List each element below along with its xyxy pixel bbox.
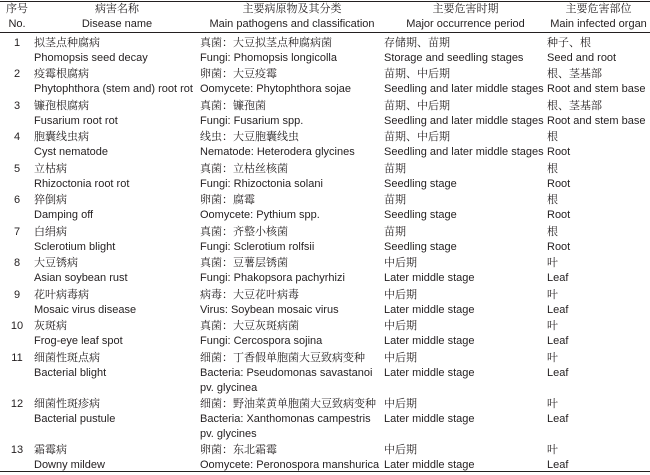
header-organ-zh: 主要危害部位: [565, 3, 632, 15]
disease-name-zh: 猝倒病: [34, 194, 67, 206]
infected-organ-zh: 根、茎基部: [547, 68, 602, 80]
header-period-en: Major occurrence period: [406, 18, 525, 30]
pathogen-cell: [200, 319, 384, 351]
disease-name-en: Rhizoctonia root rot: [34, 177, 130, 190]
occurrence-period-zh: 中后期: [384, 288, 417, 301]
row-number: [0, 319, 34, 351]
row-number-text: 3: [13, 99, 21, 112]
row-number-text: 2: [13, 68, 21, 80]
occurrence-period-en: Seedling and later middle stages: [384, 146, 544, 158]
infected-organ-en: Root: [547, 146, 571, 158]
occurrence-period-en: Seedling stage: [384, 240, 457, 253]
pathogen-zh: 卵菌：东北霜霉: [200, 443, 277, 456]
pathogen-zh: 真菌：立枯丝核菌: [200, 162, 288, 175]
infected-organ-en: Leaf: [547, 272, 569, 284]
pathogen-en: Fungi: Phomopsis longicolla: [200, 52, 337, 64]
infected-organ-zh: 叶: [547, 443, 558, 456]
occurrence-period-zh: 苗期: [384, 162, 406, 175]
pathogen-cell: [200, 32, 384, 67]
pathogen-en: Oomycete: Peronospora manshurica: [200, 458, 380, 471]
row-number: [0, 351, 34, 397]
infected-organ-cell: [547, 32, 650, 67]
pathogen-en: Fungi: Fusarium spp.: [200, 114, 304, 127]
pathogen-zh: 真菌：镰孢菌: [200, 99, 266, 112]
disease-name-zh: 霜霉病: [34, 443, 67, 456]
infected-organ-zh: 叶: [547, 351, 558, 364]
disease-name-cell: [34, 67, 200, 99]
disease-name-en: Fusarium root rot: [34, 114, 118, 127]
occurrence-period-cell: [384, 256, 547, 288]
infected-organ-en: Root and stem base: [547, 114, 646, 127]
pathogen-cell: [200, 99, 384, 131]
disease-name-cell: [34, 288, 200, 320]
disease-name-cell: [34, 32, 200, 67]
occurrence-period-cell: [384, 130, 547, 162]
table-row: [0, 288, 650, 320]
row-number-text: 8: [13, 257, 21, 269]
infected-organ-zh: 叶: [547, 288, 558, 301]
occurrence-period-zh: 中后期: [384, 351, 417, 364]
disease-name-cell: [34, 443, 200, 475]
row-number: [0, 32, 34, 67]
pathogen-zh: 真菌：豆薯层锈菌: [200, 257, 288, 269]
disease-name-en: Frog-eye leaf spot: [34, 335, 123, 347]
occurrence-period-zh: 中后期: [384, 443, 417, 456]
row-number-text: 9: [13, 288, 21, 301]
row-number: [0, 397, 34, 443]
infected-organ-cell: [547, 443, 650, 475]
disease-name-cell: [34, 256, 200, 288]
occurrence-period-en: Later middle stage: [384, 412, 475, 425]
pathogen-cell: [200, 256, 384, 288]
disease-name-en: Cyst nematode: [34, 146, 108, 158]
occurrence-period-cell: [384, 162, 547, 194]
header-period-zh: 主要危害时期: [432, 3, 499, 15]
pathogen-cell: [200, 193, 384, 225]
row-number-text: 5: [13, 162, 21, 175]
occurrence-period-zh: 苗期、中后期: [384, 131, 450, 143]
row-number: [0, 288, 34, 320]
table-row: [0, 351, 650, 397]
row-number: [0, 225, 34, 257]
table-row: [0, 67, 650, 99]
disease-name-cell: [34, 99, 200, 131]
disease-name-zh: 镰孢根腐病: [34, 99, 89, 112]
pathogen-cell: [200, 67, 384, 99]
pathogen-zh: 真菌：齐整小核菌: [200, 225, 288, 238]
pathogen-en: Fungi: Cercospora sojina: [200, 335, 323, 347]
infected-organ-zh: 种子、根: [547, 37, 591, 49]
disease-name-en: Sclerotium blight: [34, 240, 116, 253]
disease-name-zh: 胞囊线虫病: [34, 131, 89, 143]
occurrence-period-cell: [384, 99, 547, 131]
occurrence-period-zh: 苗期、中后期: [384, 99, 450, 112]
occurrence-period-zh: 苗期: [384, 194, 406, 206]
occurrence-period-en: Later middle stage: [384, 303, 475, 316]
infected-organ-cell: [547, 130, 650, 162]
infected-organ-zh: 叶: [547, 257, 558, 269]
row-number: [0, 99, 34, 131]
disease-name-cell: [34, 319, 200, 351]
disease-name-zh: 细菌性斑点病: [34, 351, 100, 364]
occurrence-period-cell: [384, 319, 547, 351]
row-number: [0, 130, 34, 162]
infected-organ-en: Root: [547, 177, 571, 190]
row-number-text: 13: [10, 443, 24, 456]
disease-name-cell: [34, 130, 200, 162]
occurrence-period-en: Storage and seedling stages: [384, 52, 524, 64]
infected-organ-zh: 根: [547, 131, 558, 143]
occurrence-period-en: Seedling and later middle stages: [384, 114, 544, 127]
table-row: [0, 32, 650, 67]
table-row: [0, 162, 650, 194]
infected-organ-en: Root: [547, 209, 571, 221]
soybean-disease-table: [0, 2, 650, 475]
table-row: [0, 99, 650, 131]
pathogen-cell: [200, 162, 384, 194]
pathogen-en: pv. glycinea: [200, 381, 258, 394]
occurrence-period-en: Seedling and later middle stages: [384, 83, 544, 95]
occurrence-period-zh: 中后期: [384, 397, 417, 410]
pathogen-cell: [200, 288, 384, 320]
disease-name-cell: [34, 225, 200, 257]
pathogen-zh: 线虫：大豆胞囊线虫: [200, 131, 299, 143]
infected-organ-cell: [547, 193, 650, 225]
disease-name-cell: [34, 193, 200, 225]
disease-name-zh: 灰斑病: [34, 320, 67, 332]
infected-organ-en: Leaf: [547, 458, 569, 471]
infected-organ-en: Root: [547, 240, 571, 253]
table-row: [0, 193, 650, 225]
header-organ-en: Main infected organ: [550, 18, 647, 30]
infected-organ-zh: 叶: [547, 320, 558, 332]
occurrence-period-cell: [384, 32, 547, 67]
pathogen-en: pv. glycines: [200, 427, 257, 440]
table-row: [0, 319, 650, 351]
pathogen-cell: [200, 397, 384, 443]
pathogen-zh: 真菌：大豆拟茎点种腐病菌: [200, 37, 332, 49]
occurrence-period-zh: 中后期: [384, 320, 417, 332]
disease-name-zh: 细菌性斑疹病: [34, 397, 100, 410]
infected-organ-en: Seed and root: [547, 52, 617, 64]
table-header-row: [0, 2, 650, 32]
occurrence-period-cell: [384, 443, 547, 475]
disease-name-en: Bacterial blight: [34, 366, 107, 379]
pathogen-zh: 细菌：野油菜黄单胞菌大豆致病变种: [200, 397, 376, 410]
occurrence-period-en: Later middle stage: [384, 335, 475, 347]
disease-name-en: Damping off: [34, 209, 94, 221]
infected-organ-zh: 根: [547, 162, 558, 175]
table-row: [0, 397, 650, 443]
row-number-text: 12: [10, 397, 24, 410]
pathogen-cell: [200, 130, 384, 162]
pathogen-zh: 卵菌：腐霉: [200, 194, 255, 206]
disease-name-en: Phytophthora (stem and) root rot: [34, 83, 193, 95]
occurrence-period-cell: [384, 351, 547, 397]
row-number: [0, 256, 34, 288]
infected-organ-en: Leaf: [547, 303, 569, 316]
row-number-text: 4: [13, 131, 21, 143]
pathogen-zh: 病毒：大豆花叶病毒: [200, 288, 299, 301]
pathogen-en: Bacteria: Xanthomonas campestris: [200, 412, 371, 425]
occurrence-period-en: Seedling stage: [384, 177, 457, 190]
header-no-zh: 序号: [6, 3, 28, 15]
occurrence-period-en: Later middle stage: [384, 272, 475, 284]
pathogen-en: Bacteria: Pseudomonas savastanoi: [200, 366, 373, 379]
occurrence-period-cell: [384, 193, 547, 225]
pathogen-cell: [200, 443, 384, 475]
infected-organ-zh: 叶: [547, 397, 558, 410]
infected-organ-cell: [547, 288, 650, 320]
infected-organ-cell: [547, 351, 650, 397]
disease-name-en: Bacterial pustule: [34, 412, 116, 425]
header-pathogen-en: Main pathogens and classification: [209, 18, 375, 30]
pathogen-en: Fungi: Rhizoctonia solani: [200, 177, 323, 190]
occurrence-period-zh: 中后期: [384, 257, 417, 269]
disease-name-cell: [34, 397, 200, 443]
table-row: [0, 225, 650, 257]
occurrence-period-zh: 苗期: [384, 225, 406, 238]
pathogen-en: Oomycete: Phytophthora sojae: [200, 83, 352, 95]
pathogen-zh: 真菌：大豆灰斑病菌: [200, 320, 299, 332]
infected-organ-en: Leaf: [547, 412, 569, 425]
pathogen-en: Fungi: Sclerotium rolfsii: [200, 240, 315, 253]
row-number: [0, 162, 34, 194]
table-row: [0, 443, 650, 475]
header-pathogen: [200, 2, 384, 32]
header-disease-zh: 病害名称: [95, 3, 139, 15]
header-organ: [547, 2, 650, 32]
disease-name-zh: 白绢病: [34, 225, 67, 238]
infected-organ-cell: [547, 397, 650, 443]
disease-name-en: Mosaic virus disease: [34, 303, 137, 316]
occurrence-period-en: Later middle stage: [384, 366, 475, 379]
row-number-text: 10: [10, 320, 24, 332]
occurrence-period-cell: [384, 225, 547, 257]
header-period: [384, 2, 547, 32]
table-row: [0, 256, 650, 288]
disease-name-zh: 疫霉根腐病: [34, 68, 89, 80]
occurrence-period-cell: [384, 397, 547, 443]
infected-organ-en: Leaf: [547, 335, 569, 347]
disease-name-zh: 拟茎点种腐病: [34, 37, 100, 49]
disease-name-en: Downy mildew: [34, 458, 105, 471]
disease-name-en: Asian soybean rust: [34, 272, 128, 284]
row-number-text: 11: [11, 351, 23, 364]
pathogen-cell: [200, 225, 384, 257]
pathogen-en: Virus: Soybean mosaic virus: [200, 303, 339, 316]
disease-name-zh: 大豆锈病: [34, 257, 78, 269]
header-disease: [34, 2, 200, 32]
row-number-text: 7: [13, 225, 21, 238]
infected-organ-cell: [547, 225, 650, 257]
row-number-text: 1: [13, 37, 21, 49]
row-number: [0, 193, 34, 225]
pathogen-en: Oomycete: Pythium spp.: [200, 209, 320, 221]
row-number-text: 6: [13, 194, 21, 206]
infected-organ-cell: [547, 256, 650, 288]
infected-organ-cell: [547, 67, 650, 99]
header-disease-en: Disease name: [81, 18, 153, 30]
disease-name-zh: 花叶病毒病: [34, 288, 89, 301]
pathogen-en: Fungi: Phakopsora pachyrhizi: [200, 272, 345, 284]
table-body: [0, 32, 650, 475]
disease-name-zh: 立枯病: [34, 162, 67, 175]
occurrence-period-cell: [384, 67, 547, 99]
occurrence-period-zh: 存储期、苗期: [384, 37, 450, 49]
table-row: [0, 130, 650, 162]
infected-organ-cell: [547, 319, 650, 351]
header-no: [0, 2, 34, 32]
pathogen-zh: 细菌：丁香假单胞菌大豆致病变种: [200, 351, 365, 364]
header-no-en: No.: [8, 18, 26, 30]
header-pathogen-zh: 主要病原物及其分类: [242, 3, 342, 15]
row-number: [0, 67, 34, 99]
disease-name-en: Phomopsis seed decay: [34, 52, 148, 64]
occurrence-period-cell: [384, 288, 547, 320]
disease-name-cell: [34, 162, 200, 194]
infected-organ-zh: 根、茎基部: [547, 99, 602, 112]
occurrence-period-zh: 苗期、中后期: [384, 68, 450, 80]
infected-organ-en: Root and stem base: [547, 83, 646, 95]
infected-organ-zh: 根: [547, 225, 558, 238]
disease-name-cell: [34, 351, 200, 397]
occurrence-period-en: Seedling stage: [384, 209, 457, 221]
infected-organ-cell: [547, 162, 650, 194]
infected-organ-zh: 根: [547, 194, 558, 206]
occurrence-period-en: Later middle stage: [384, 458, 475, 471]
row-number: [0, 443, 34, 475]
pathogen-zh: 卵菌：大豆疫霉: [200, 68, 277, 80]
infected-organ-cell: [547, 99, 650, 131]
infected-organ-en: Leaf: [547, 366, 569, 379]
pathogen-en: Nematode: Heterodera glycines: [200, 146, 355, 158]
pathogen-cell: [200, 351, 384, 397]
